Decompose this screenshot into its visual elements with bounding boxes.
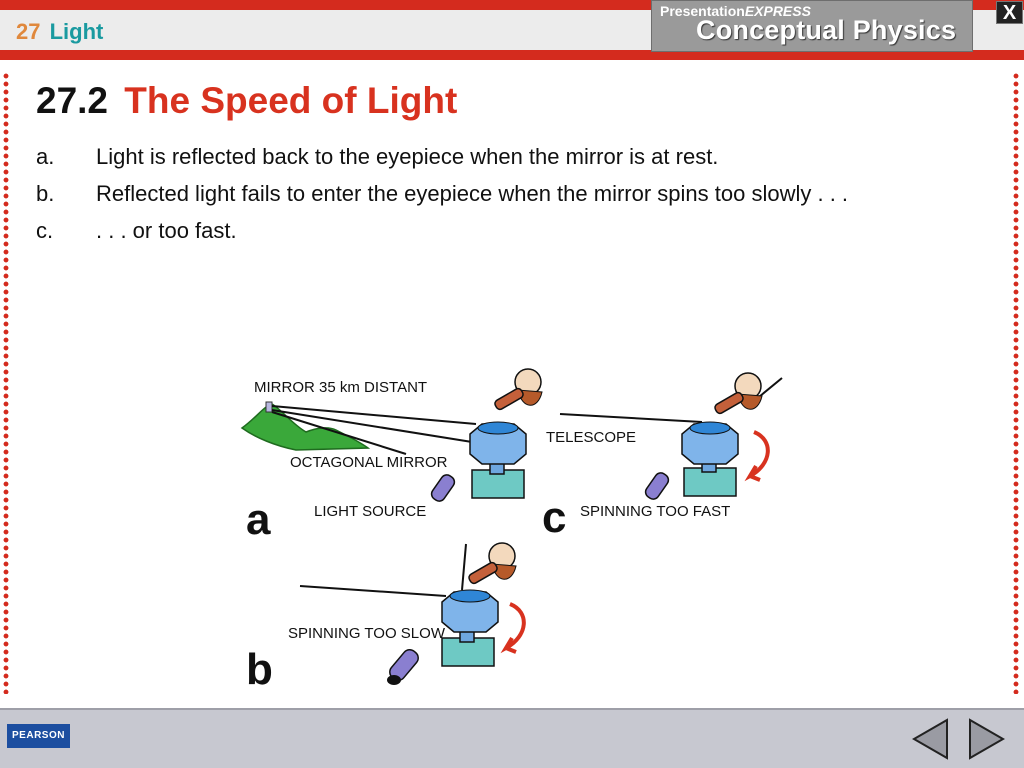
light-beam	[560, 414, 702, 422]
section-title: The Speed of Light	[124, 80, 458, 121]
michelson-experiment-illustration	[236, 366, 796, 696]
hills-icon	[242, 404, 368, 450]
brand-logo	[651, 0, 973, 52]
bullet-text: Light is reflected back to the eyepiece when the mirror is at rest.	[96, 144, 719, 169]
bullet-text: Reflected light fails to enter the eyepiece when the mirror spins too slowly . . .	[96, 181, 849, 206]
chapter-number: 27	[16, 19, 41, 44]
chapter-heading	[16, 19, 103, 45]
bullet-text: . . . or too fast.	[96, 218, 237, 243]
label-light-source: LIGHT SOURCE	[314, 503, 427, 520]
label-octagonal-mirror: OCTAGONAL MIRROR	[290, 454, 448, 471]
bullet-marker: a.	[36, 144, 55, 169]
apparatus-c	[643, 373, 768, 501]
chapter-name: Light	[49, 19, 104, 44]
left-dotted-border	[3, 72, 9, 694]
brand-subtitle: PresentationEXPRESS	[660, 3, 811, 19]
left-arrow-icon	[914, 720, 947, 758]
panel-label-b: b	[246, 645, 273, 694]
footer-bar	[0, 708, 1024, 768]
rotation-arrow-icon	[750, 432, 768, 480]
bullet-item	[36, 181, 848, 207]
bullet-marker: b.	[36, 181, 55, 206]
bullet-item	[36, 218, 237, 244]
bullet-marker: c.	[36, 218, 54, 243]
slide-title	[36, 80, 457, 122]
apparatus-a	[429, 369, 542, 503]
label-spinning-slow: SPINNING TOO SLOW	[288, 625, 445, 642]
apparatus-b	[387, 543, 524, 685]
label-telescope: TELESCOPE	[546, 429, 637, 446]
label-mirror-distance: MIRROR 35 km DISTANT	[254, 379, 428, 396]
label-spinning-fast: SPINNING TOO FAST	[580, 503, 731, 520]
previous-slide-button[interactable]	[911, 718, 951, 760]
right-dotted-border	[1013, 72, 1019, 694]
rotation-arrow-icon	[506, 604, 524, 652]
bullet-item	[36, 144, 718, 170]
next-slide-button[interactable]	[966, 718, 1006, 760]
panel-label-c: c	[542, 493, 567, 542]
pearson-logo: PEARSON	[7, 724, 70, 748]
right-arrow-icon	[970, 720, 1003, 758]
distant-mirror-icon	[266, 402, 272, 412]
section-number: 27.2	[36, 80, 109, 121]
light-beam	[300, 586, 446, 596]
close-button[interactable]: X	[996, 1, 1023, 24]
brand-title: Conceptual Physics	[696, 15, 957, 45]
panel-label-a: a	[246, 495, 271, 544]
light-beam	[462, 544, 466, 590]
